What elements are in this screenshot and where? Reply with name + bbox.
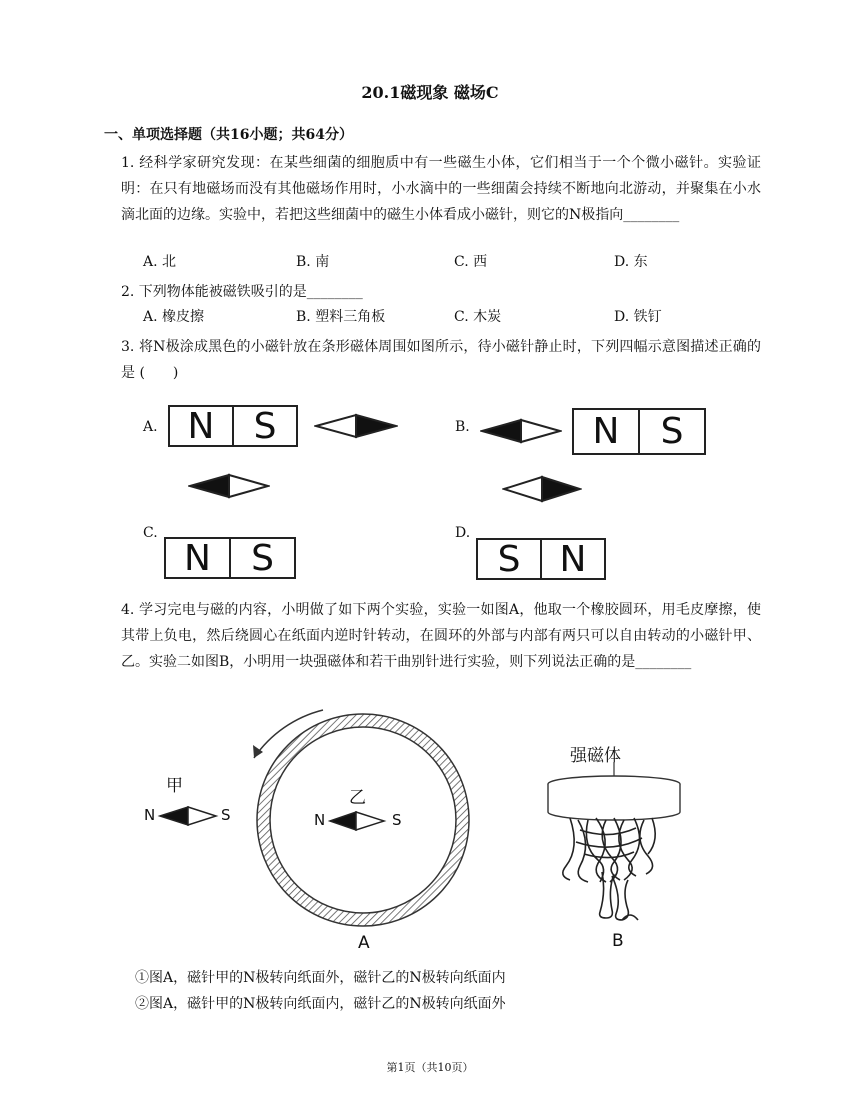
magnet-pole: N	[592, 411, 620, 452]
page-footer: 第1页（共10页）	[386, 1061, 474, 1074]
question-4-text: 4. 学习完电与磁的内容，小明做了如下两个实验，实验一如图A，他取一个橡胶圆环，用毛皮摩擦，使其带上负电，然后绕圆心在纸面内逆时针转动，在圆环的外部与内部有两只可以自由转动的小磁针甲、乙。实验二如图B，小明用一块强磁体和若干曲别针进行实验，则下列说法正确的是________	[121, 602, 761, 670]
question-3-text: 3. 将N极涂成黑色的小磁针放在条形磁体周围如图所示，待小磁针静止时，下列四幅示意图描述正确的是 ( )	[121, 339, 761, 381]
question-1-text: 1. 经科学家研究发现：在某些细菌的细胞质中有一些磁生小体，它们相当于一个个微小磁针。实验证明：在只有地磁场而没有其他磁场作用时，小水滴中的一些细菌会持续不断地向北游动，并聚集在小水滴北面的边缘。实验中，若把这些细菌中的磁生小体看成小磁针，则它的N极指向________	[121, 155, 761, 223]
question-2-text: 2. 下列物体能被磁铁吸引的是________	[121, 284, 363, 300]
bar-magnet-c	[164, 537, 296, 579]
needle-jia-s-label: S	[221, 806, 231, 824]
figure-a-label: A	[358, 933, 370, 953]
strong-magnet-label: 强磁体	[570, 746, 621, 766]
needle-yi-label: 乙	[349, 788, 366, 808]
statement-2: ②图A，磁针甲的N极转向纸面内，磁针乙的N极转向纸面外	[135, 996, 506, 1012]
statement-1: ①图A，磁针甲的N极转向纸面外，磁针乙的N极转向纸面内	[135, 970, 506, 986]
question-1-option-a[interactable]: A. 北	[143, 254, 177, 270]
question-1-option-b[interactable]: B. 南	[296, 254, 330, 270]
magnet-pole: N	[540, 540, 604, 578]
section-heading: 一、单项选择题（共16小题；共64分）	[104, 127, 353, 143]
compass-needle-a	[314, 413, 398, 439]
question-1-options	[143, 249, 763, 275]
needle-jia-label: 甲	[166, 776, 183, 796]
page-title: 20.1磁现象 磁场C	[361, 83, 499, 102]
figure-label-c[interactable]: C.	[143, 525, 158, 541]
question-2-options	[143, 304, 763, 330]
question-2-option-d[interactable]: D. 铁钉	[614, 309, 662, 325]
needle-yi-s-label: S	[392, 811, 402, 829]
needle-jia-n-label: N	[144, 806, 156, 824]
bar-magnet-b	[572, 408, 706, 455]
magnet-pole: S	[232, 407, 296, 445]
question-4	[121, 597, 761, 675]
question-2-option-a[interactable]: A. 橡皮擦	[143, 309, 205, 325]
magnet-pole: S	[497, 538, 521, 580]
magnet-pole: S	[229, 539, 294, 577]
figure-a-ring	[130, 700, 480, 962]
question-1-option-c[interactable]: C. 西	[454, 254, 488, 270]
bar-magnet-a	[168, 405, 298, 447]
magnet-pole: S	[638, 410, 704, 453]
question-2-option-c[interactable]: C. 木炭	[454, 309, 502, 325]
compass-needle-d	[502, 475, 582, 503]
bar-magnet-d	[476, 538, 606, 580]
question-1	[121, 150, 761, 228]
compass-needle-c	[188, 473, 270, 499]
question-2	[121, 279, 761, 305]
figure-b-magnet	[540, 760, 690, 930]
needle-yi-n-label: N	[314, 811, 326, 829]
question-2-option-b[interactable]: B. 塑料三角板	[296, 309, 386, 325]
figure-label-a[interactable]: A.	[143, 419, 158, 435]
magnet-pole: N	[184, 537, 211, 579]
figure-label-d[interactable]: D.	[455, 525, 471, 541]
figure-label-b[interactable]: B.	[455, 419, 470, 435]
compass-needle-b	[480, 418, 562, 444]
figure-b-label: B	[612, 931, 624, 951]
question-3	[121, 334, 761, 386]
question-1-option-d[interactable]: D. 东	[614, 254, 648, 270]
magnet-pole: N	[187, 405, 215, 447]
